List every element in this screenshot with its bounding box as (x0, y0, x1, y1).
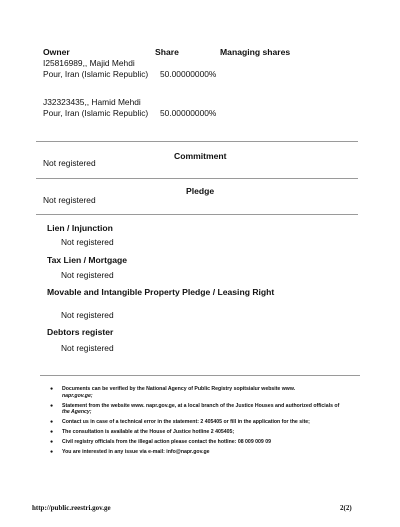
note-item: ● Statement from the website www. napr.gov.ge, at a local branch of the Justice Houses and authorized officials of the Agency; (50, 402, 340, 416)
owner-column-header: Owner (43, 47, 70, 57)
owner-2-name: J32323435,, Hamid Mehdi Pour, Iran (Islamic Republic) (43, 97, 149, 118)
bullet-icon: ● (50, 402, 54, 409)
movable-property-pledge-title: Movable and Intangible Property Pledge / Leasing Right (47, 287, 275, 297)
tax-lien-mortgage-value: Not registered (61, 270, 114, 280)
tax-lien-mortgage-title: Tax Lien / Mortgage (47, 255, 128, 265)
footer-url: http://public.reestri.gov.ge (32, 504, 111, 512)
note-item: ● Civil registry officials from the illegal action please contact the hotline: 08 009 009 09 (50, 439, 272, 446)
commitment-value: Not registered (43, 158, 96, 168)
bullet-icon: ● (50, 449, 54, 456)
pledge-title: Pledge (186, 186, 215, 196)
bullet-icon: ● (50, 429, 54, 436)
note-item: ● Contact us in case of a technical error in the statement: 2 405405 or fill in the application for the site; (50, 419, 310, 426)
debtors-register-title: Debtors register (47, 327, 114, 337)
note-item: ● You are interested in any issue via e-mail: info@napr.gov.ge (50, 449, 210, 456)
movable-property-pledge-value: Not registered (61, 310, 114, 320)
note-item: ● Documents can be verified by the National Agency of Public Registry sopitsialur website www. napr.gov.ge; (50, 386, 296, 399)
bullet-icon: ● (50, 419, 54, 426)
page-number: 2(2) (340, 504, 352, 512)
notes-list (50, 386, 356, 459)
note-item: ● The consultation is available at the House of Justice hotline 2 405405; (50, 429, 235, 436)
divider (36, 214, 358, 215)
lien-injunction-value: Not registered (61, 237, 114, 247)
commitment-title: Commitment (174, 151, 227, 161)
owner-1-share: 50.00000000% (160, 69, 217, 79)
divider (40, 375, 360, 376)
divider (36, 141, 358, 142)
managing-shares-column-header: Managing shares (220, 47, 291, 57)
lien-injunction-title: Lien / Injunction (47, 223, 113, 233)
owner-2-share: 50.00000000% (160, 108, 217, 118)
bullet-icon: ● (50, 439, 54, 446)
bullet-icon: ● (50, 386, 54, 392)
debtors-register-value: Not registered (61, 343, 114, 353)
divider (36, 178, 358, 179)
pledge-value: Not registered (43, 195, 96, 205)
share-column-header: Share (155, 47, 179, 57)
owner-1-name: I25816989,, Majid Mehdi Pour, Iran (Islamic Republic) (43, 58, 149, 79)
